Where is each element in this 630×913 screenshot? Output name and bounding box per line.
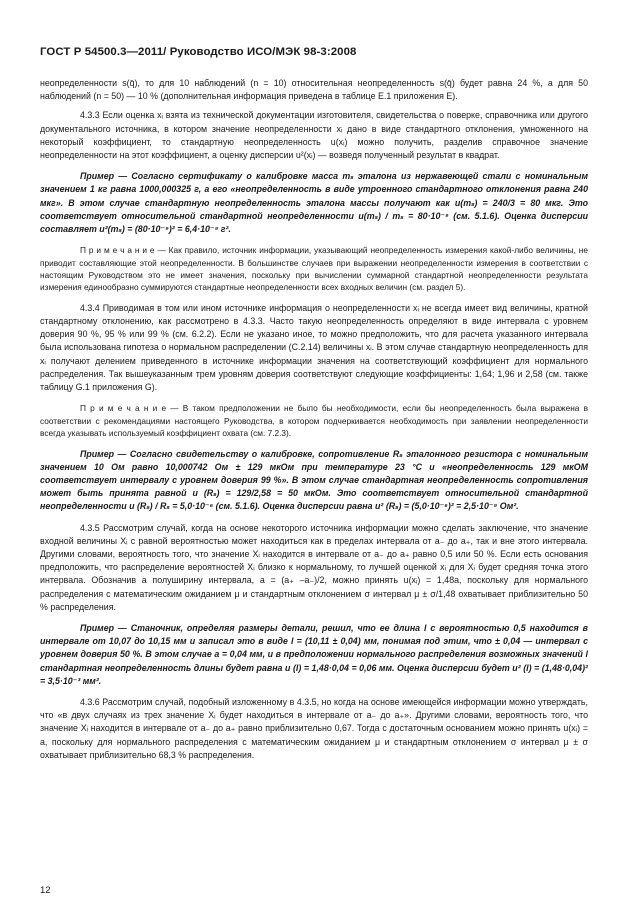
example-resistor: Пример — Согласно свидетельству о калибровке, сопротивление Rₛ эталонного резистора с номинальным значением 10 Ом равно 10,000742 Ом ± 129 мкОм при температуре 23 °C и «неопределенность 129 мкОМ соответствует интервалу с уровнем доверия 99 %». В этом случае стандартная неопределенность сопротивления может быть принята равной u (Rₛ) = 129/2,58 = 50 мкОм. Это соответствует относительной стандартной неопределенности u (Rₛ) / Rₛ = 5,0·10⁻⁶ (см. 5.1.6). Оценка дисперсии равна u² (Rₛ) = (5,0·10⁻⁶)² = 2,5·10⁻⁹ Ом². — [40, 448, 588, 512]
example-mass-standard: Пример — Согласно сертификату о калибровке масса mₛ эталона из нержавеющей стали с номинальным значением 1 кг равна 1000,000325 г, а его «неопределенность в виде утроенного стандартного отклонения равна 240 мкг». В этом случае стандартную неопределенность эталона массы получают как u(mₛ) = 240/3 = 80 мкг. Это соответствует относительной стандартной неопределенности u(mₛ) / mₛ = 80·10⁻⁹ (см. 5.1.6). Оценка дисперсии составляет u²(mₛ) = (80·10⁻⁹)² = 6,4·10⁻⁹ г². — [40, 171, 588, 235]
paragraph-4-3-6: 4.3.6 Рассмотрим случай, подобный изложенному в 4.3.5, но когда на основе имеющейся информации можно утверждать, что «в двух случаях из трех значение Xᵢ будет находиться в интервале от a₋ до a₊». Другими словами, вероятность того, что значение Xᵢ находится в интервале от a₋ до a₊ равно приблизительно 0,67. Тогда с достаточным основанием можно принять u(xᵢ) = a, поскольку для нормального распределения с математическим ожиданием μ и стандартным отклонением σ интервал μ ± σ охватывает приблизительно 68,3 % распределения. — [40, 696, 588, 760]
note-source-information: П р и м е ч а н и е — Как правило, источник информации, указывающий неопределенность измерения какой-либо величины, не приводит составляющие этой неопределенности. В большинстве случаев при выражении неопределенности измерения в соответствии с настоящим Руководством это не имеет значения, поскольку при вычислении суммарной стандартной неопределенности результата измерения единообразно суммируются стандартные неопределенности всех входных величин (см. раздел 5). — [40, 245, 588, 293]
paragraph-4-3-3: 4.3.3 Если оценка xᵢ взята из технической документации изготовителя, свидетельства о поверке, справочника или другого документального источника, в котором значение неопределенности xᵢ дано в виде стандартного отклонения, умноженного на некоторый коэффициент, то стандартную неопределенность u(xᵢ) можно получить, разделив справочное значение неопределенности на этот коэффициент, а оценку дисперсии u²(xᵢ) — возведя полученный результат в квадрат. — [40, 110, 588, 161]
paragraph-continuation: неопределенности s(q̄), то для 10 наблюдений (n = 10) относительная неопределенность s(q̄) будет равна 24 %, а для 50 наблюдений (n = 50) — 10 % (дополнительная информация приведена в таблице Е.1 приложения Е). — [40, 78, 588, 102]
paragraph-4-3-4: 4.3.4 Приводимая в том или ином источнике информация о неопределенности xᵢ не всегда имеет вид величины, кратной стандартному отклонению, как рассмотрено в 4.3.3. Часто такую неопределенность определяют в виде интервала с уровнем доверия 90 %, 95 % или 99 % (см. 6.2.2). Если не указано иное, то можно предположить, что для расчета указанного интервала была использована гипотеза о нормальном распределении (С.2.14) величины xᵢ. В этом случае стандартную неопределенность для xᵢ получают делением приведенного в источнике информации значения на соответствующий коэффициент для нормального распределения. Так вышеуказанным трем уровням доверия соответствуют следующие коэффициенты: 1,64; 1,96 и 2,58 (см. также таблицу G.1 приложения G). — [40, 302, 588, 393]
example-machinist: Пример — Станочник, определяя размеры детали, решил, что ее длина l с вероятностью 0,5 находится в интервале от 10,07 до 10,15 мм и записал это в виде l = (10,11 ± 0,04) мм, понимая под этим, что ± 0,04 — интервал с уровнем доверия 50 %. В этом случае a = 0,04 мм, и в предположении нормального распределения возможных значений l стандартная неопределенность длины будет равна u (l) = 1,48·0,04 = 0,06 мм. Оценка дисперсии будет u² (l) = (1,48·0,04)² = 3,5·10⁻³ мм². — [40, 622, 588, 686]
document-page — [40, 46, 588, 762]
document-header: ГОСТ Р 54500.3—2011/ Руководство ИСО/МЭК 98-3:2008 — [40, 46, 357, 58]
page-number: 12 — [40, 885, 51, 896]
paragraph-4-3-5: 4.3.5 Рассмотрим случай, когда на основе некоторого источника информации можно сделать заключение, что значение входной величины Xᵢ с равной вероятностью может находиться как в пределах интервала от a₋ до a₊, так и вне этого интервала. Другими словами, вероятность того, что значение Xᵢ находится в интервале от a₋ до a₊ равно 0,5 или 50 %. Если есть основания предположить, что распределение вероятностей Xᵢ близко к нормальному, то лучшей оценкой xᵢ для Xᵢ будет средняя точка этого интервала. Обозначив a полуширину интервала, a = (a₊ –a₋)/2, можно принять u(xᵢ) = 1,48a, поскольку для нормального распределения с математическим ожиданием μ и стандартным отклонением σ интервал μ ± σ/1,48 охватывает приблизительно 50 % распределения. — [40, 522, 588, 612]
note-coverage-factor: П р и м е ч а н и е — В таком предположении не было бы необходимости, если бы неопределенность была выражена в соответствии с рекомендациями настоящего Руководства, в котором подчеркивается необходимость при заявлении неопределенности всегда указывать используемый коэффициент охвата (см. 7.2.3). — [40, 403, 588, 439]
